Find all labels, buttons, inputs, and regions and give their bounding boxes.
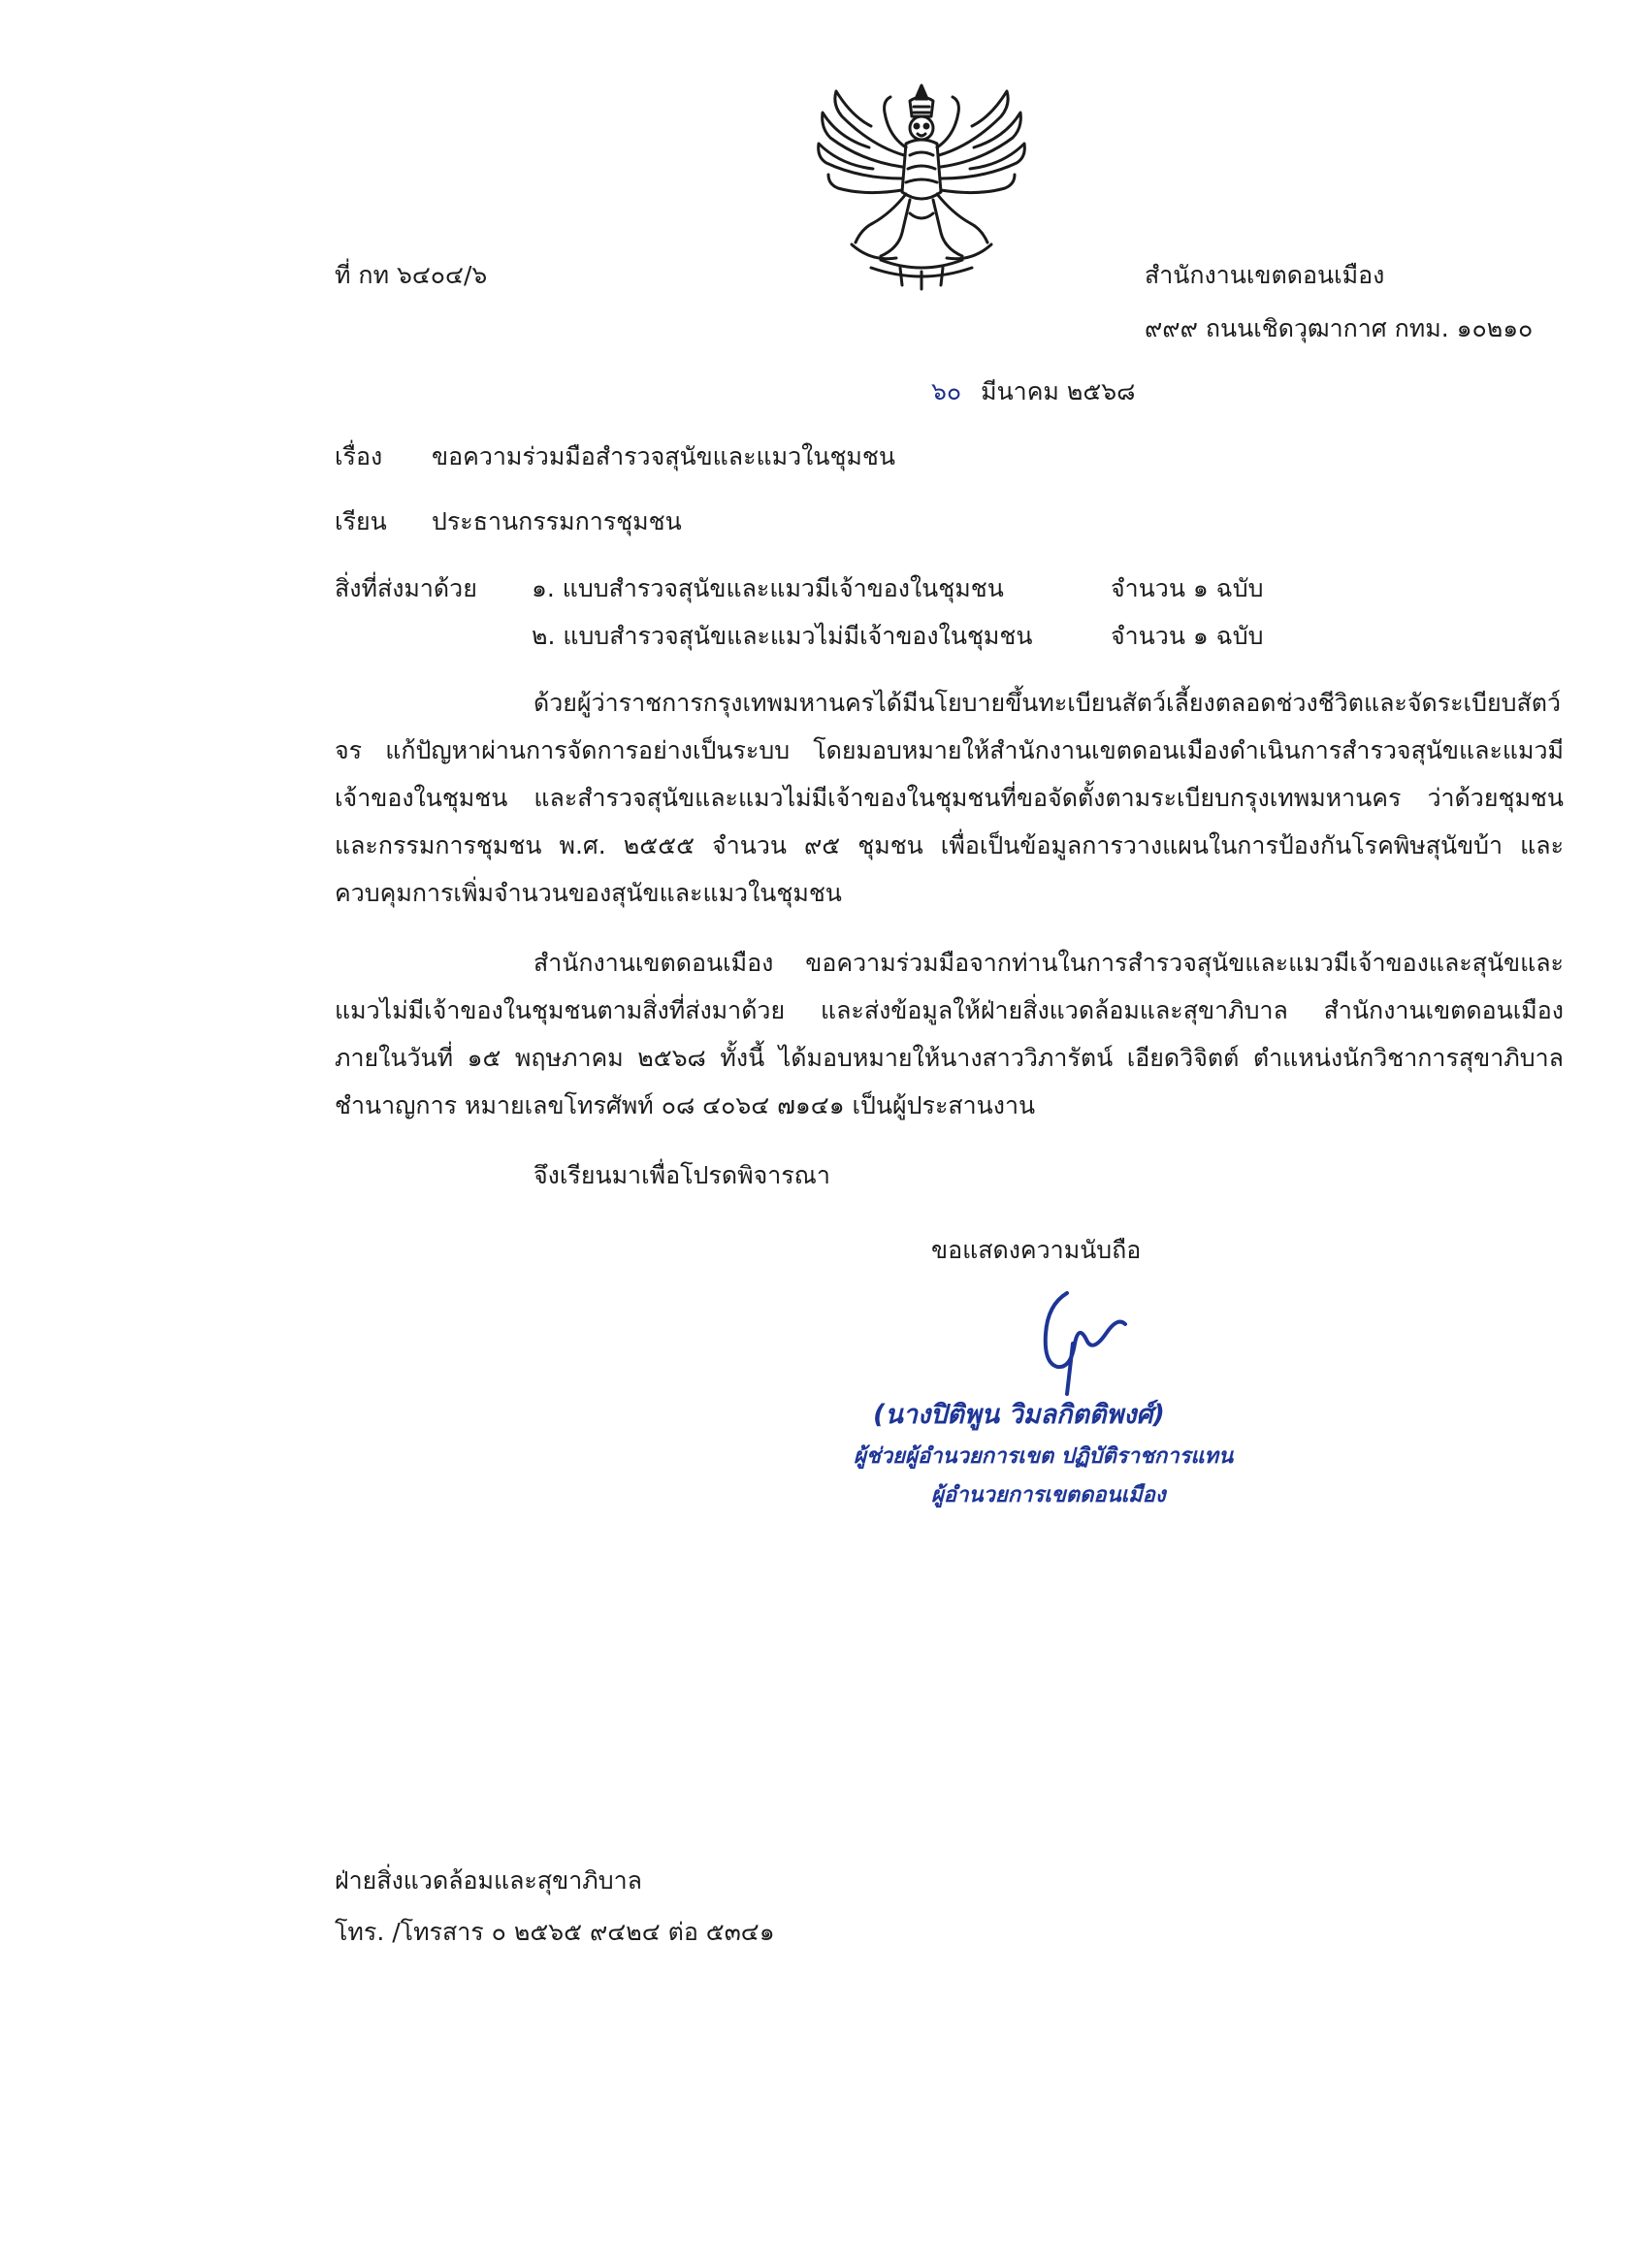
enclosure-qty-2: จำนวน ๑ ฉบับ [1111,622,1264,650]
reference-number: ที่ กท ๖๔๐๔/๖ [335,261,488,289]
date-day-handwritten: ๖๐ [931,377,962,405]
salutation: ขอแสดงความนับถือ [931,1236,1142,1264]
footer-department: ฝ่ายสิ่งแวดล้อมและสุขาภิบาล [335,1866,642,1895]
signatory-name: (นางปิติพูน วิมลกิตติพงศ์) [873,1400,1165,1430]
enclosure-qty-1: จำนวน ๑ ฉบับ [1111,574,1264,602]
signatory-title-line-1: ผู้ช่วยผู้อำนวยการเขต ปฏิบัติราชการแทน [854,1444,1234,1469]
subject-label: เรื่อง [335,442,383,470]
date-month-year: มีนาคม ๒๕๖๘ [981,377,1136,405]
garuda-emblem-icon [813,78,1031,293]
addressee-text: ประธานกรรมการชุมชน [432,507,682,535]
closing-request: จึงเรียนมาเพื่อโปรดพิจารณา [534,1161,830,1189]
addressee-label: เรียน [335,507,387,535]
signature-scribble [1028,1285,1135,1402]
body-paragraph-1: ด้วยผู้ว่าราชการกรุงเทพมหานครได้มีนโยบายขึ้นทะเบียนสัตว์เลี้ยงตลอดช่วงชีวิตและจัดระเบียบสัตว์จร แก้ปัญหาผ่านการจัดการอย่างเป็นระบบ โดยมอบหมายให้สำนักงานเขตดอนเมืองดำเนินการสำรวจสุนัขและแมวมีเจ้าของในชุมชน และสำรวจสุนัขและแมวไม่มีเจ้าของในชุมชนที่ขอจัดตั้งตามระเบียบกรุงเทพมหานคร ว่าด้วยชุมชนและกรรมการชุมชน พ.ศ. ๒๕๕๕ จำนวน ๙๕ ชุมชน เพื่อเป็นข้อมูลการวางแผนในการป้องกันโรคพิษสุนัขบ้า และควบคุมการเพิ่มจำนวนของสุนัขและแมวในชุมชน [335,689,1564,907]
office-name: สำนักงานเขตดอนเมือง [1145,261,1385,289]
body-paragraph-2: สำนักงานเขตดอนเมือง ขอความร่วมมือจากท่านในการสำรวจสุนัขและแมวมีเจ้าของและสุนัขและแมวไม่มีเจ้าของในชุมชนตามสิ่งที่ส่งมาด้วย และส่งข้อมูลให้ฝ่ายสิ่งแวดล้อมและสุขาภิบาล สำนักงานเขตดอนเมือง ภายในวันที่ ๑๕ พฤษภาคม ๒๕๖๘ ทั้งนี้ ได้มอบหมายให้นางสาววิภารัตน์ เอียดวิจิตต์ ตำแหน่งนักวิชาการสุขาภิบาลชำนาญการ หมายเลขโทรศัพท์ ๐๘ ๔๐๖๔ ๗๑๔๑ เป็นผู้ประสานงาน [335,949,1564,1119]
office-address: ๙๙๙ ถนนเชิดวุฒากาศ กทม. ๑๐๒๑๐ [1145,314,1534,342]
enclosure-item-1: ๑. แบบสำรวจสุนัขและแมวมีเจ้าของในชุมชน [532,574,1004,602]
enclosures-label: สิ่งที่ส่งมาด้วย [335,574,477,602]
footer-contact: โทร. /โทรสาร ๐ ๒๕๖๕ ๙๔๒๔ ต่อ ๕๓๔๑ [335,1918,775,1946]
signatory-title-line-2: ผู้อำนวยการเขตดอนเมือง [931,1483,1166,1507]
enclosure-item-2: ๒. แบบสำรวจสุนัขและแมวไม่มีเจ้าของในชุมชน [532,622,1033,650]
letter-date [931,369,1135,415]
subject-text: ขอความร่วมมือสำรวจสุนัขและแมวในชุมชน [432,442,895,470]
